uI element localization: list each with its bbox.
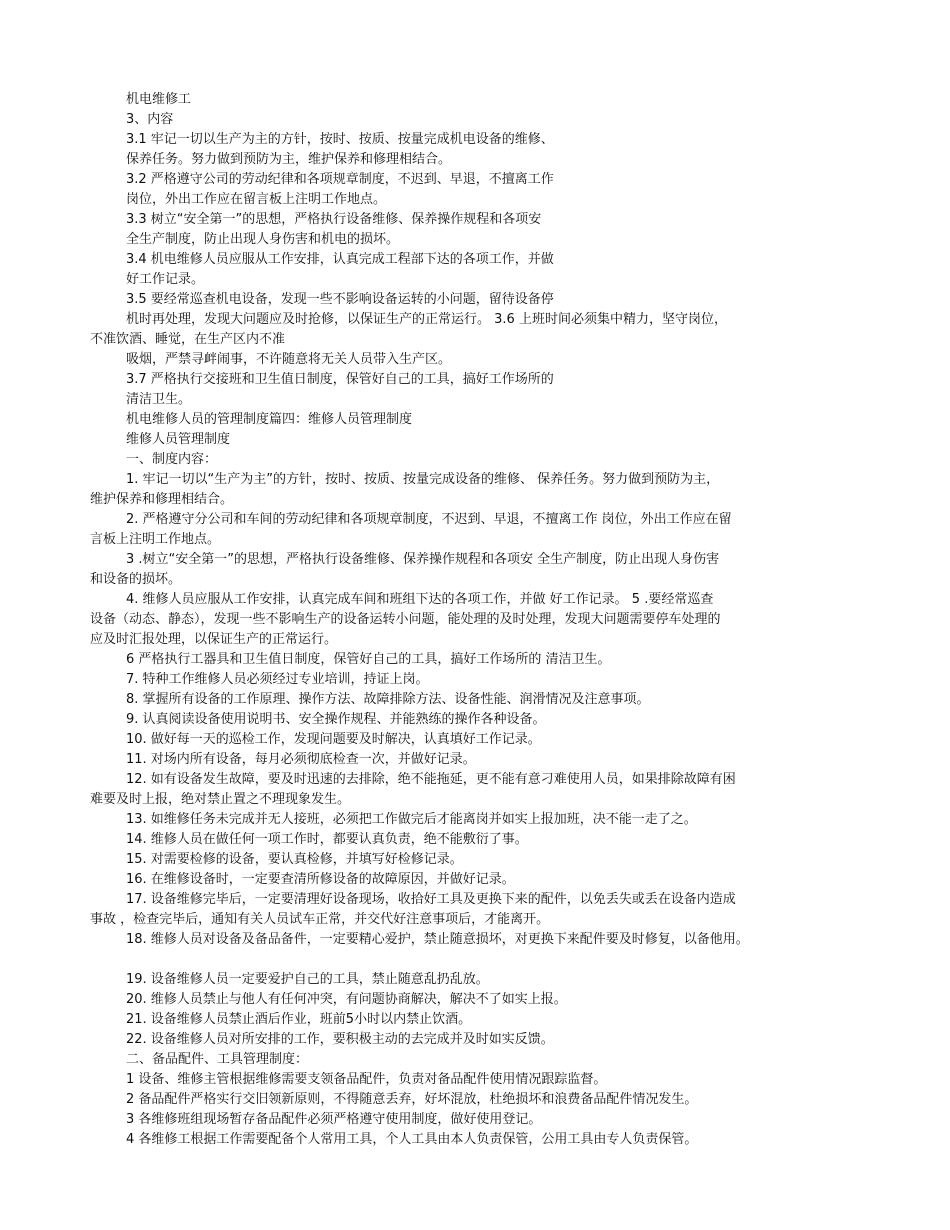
- doc-line: 2 备品配件严格实行交旧领新原则，不得随意丢弃，好坏混放，杜绝损坏和浪费备品配件情况发生。: [126, 1092, 698, 1107]
- doc-line: 4 各维修工根据工作需要配备个人常用工具，个人工具由本人负责保管，公用工具由专人负责保管。: [126, 1132, 698, 1147]
- doc-heading: 机电维修人员的管理制度篇四：维修人员管理制度: [126, 412, 413, 427]
- doc-line: 21. 设备维修人员禁止酒后作业，班前5小时以内禁止饮酒。: [126, 1012, 472, 1027]
- doc-line: 不准饮酒、睡觉，在生产区内不准: [90, 332, 286, 347]
- doc-line: 11. 对场内所有设备，每月必须彻底检查一次，并做好记录。: [126, 752, 476, 767]
- doc-line: 17. 设备维修完毕后，一定要清理好设备现场，收拾好工具及更换下来的配件，以免丢失或丢在设备内造成: [126, 892, 736, 907]
- doc-line: 1 设备、维修主管根据维修需要支领备品配件，负责对备品配件使用情况跟踪监督。: [126, 1072, 607, 1087]
- doc-line: 好工作记录。: [126, 272, 205, 287]
- doc-line: 3.2 严格遵守公司的劳动纪律和各项规章制度，不迟到、早退，不擅离工作: [126, 172, 554, 187]
- doc-line: 岗位，外出工作应在留言板上注明工作地点。: [126, 192, 387, 207]
- doc-line: 清洁卫生。: [126, 392, 192, 407]
- doc-line: 言板上注明工作地点。: [90, 532, 221, 547]
- doc-line: 机电维修工: [126, 92, 192, 107]
- doc-line: 18. 维修人员对设备及备品备件，一定要精心爱护，禁止随意损坏，对更换下来配件要及时修复，以备他用。: [126, 932, 749, 947]
- doc-line: 难要及时上报，绝对禁止置之不理现象发生。: [90, 792, 351, 807]
- doc-line: 事故 ，检查完毕后，通知有关人员试车正常，并交代好注意事项后，才能离开。: [90, 912, 550, 927]
- section-heading: 一、制度内容：: [126, 452, 218, 467]
- doc-line: 6 严格执行工器具和卫生值日制度，保管好自己的工具，搞好工作场所的 清洁卫生。: [126, 652, 611, 667]
- doc-line: 机时再处理，发现大问题应及时抢修，以保证生产的正常运行。 3.6 上班时间必须集中精力，坚守岗位，: [126, 312, 727, 327]
- doc-heading: 维修人员管理制度: [126, 432, 231, 447]
- doc-line: 13. 如维修任务未完成并无人接班，必须把工作做完后才能离岗并如实上报加班，决不能一走了之。: [126, 812, 697, 827]
- doc-line: 1. 牢记一切以“生产为主”的方针，按时、按质、按量完成设备的维修、 保养任务。努力做到预防为主，: [126, 472, 720, 487]
- doc-line: 9. 认真阅读设备使用说明书、安全操作规程、并能熟练的操作各种设备。: [126, 712, 546, 727]
- doc-line: 3.7 严格执行交接班和卫生值日制度，保管好自己的工具，搞好工作场所的: [126, 372, 554, 387]
- doc-line: 全生产制度，防止出现人身伤害和机电的损坏。: [126, 232, 400, 247]
- doc-line: 3 各维修班组现场暂存备品配件必须严格遵守使用制度，做好使用登记。: [126, 1112, 542, 1127]
- doc-line: 7. 特种工作维修人员必须经过专业培训，持证上岗。: [126, 672, 429, 687]
- doc-line: 3.4 机电维修人员应服从工作安排，认真完成工程部下达的各项工作，并做: [126, 252, 554, 267]
- doc-line: 应及时汇报处理，以保证生产的正常运行。: [90, 632, 338, 647]
- doc-line: 设备（动态、静态），发现一些不影响生产的设备运转小问题，能处理的及时处理，发现大问题需要停车处理的: [90, 612, 721, 627]
- doc-line: 8. 掌握所有设备的工作原理、操作方法、故障排除方法、设备性能、润滑情况及注意事项。: [126, 692, 650, 707]
- doc-line: 16. 在维修设备时，一定要查清所修设备的故障原因，并做好记录。: [126, 872, 515, 887]
- doc-line: 19. 设备维修人员一定要爱护自己的工具，禁止随意乱扔乱放。: [126, 972, 489, 987]
- doc-line: 和设备的损坏。: [90, 572, 182, 587]
- doc-line: 20. 维修人员禁止与他人有任何冲突，有问题协商解决，解决不了如实上报。: [126, 992, 567, 1007]
- doc-line: 吸烟，严禁寻衅闹事，不许随意将无关人员带入生产区。: [126, 352, 452, 367]
- doc-line: 22. 设备维修人员对所安排的工作，要积极主动的去完成并及时如实反馈。: [126, 1032, 554, 1047]
- doc-line: 3.1 牢记一切以生产为主的方针，按时、按质、按量完成机电设备的维修、: [126, 132, 554, 147]
- doc-line: 3 .树立“安全第一”的思想，严格执行设备维修、保养操作规程和各项安 全生产制度，防止出现人身伤害: [126, 552, 720, 567]
- doc-line: 3.3 树立“安全第一”的思想，严格执行设备维修、保养操作规程和各项安: [126, 212, 542, 227]
- doc-line: 3、内容: [126, 112, 174, 127]
- doc-line: 3.5 要经常巡查机电设备，发现一些不影响设备运转的小问题，留待设备停: [126, 292, 554, 307]
- doc-line: 15. 对需要检修的设备，要认真检修，并填写好检修记录。: [126, 852, 463, 867]
- doc-line: 2. 严格遵守分公司和车间的劳动纪律和各项规章制度，不迟到、早退，不擅离工作 岗位，外出工作应在留: [126, 512, 732, 527]
- doc-line: 12. 如有设备发生故障，要及时迅速的去排除，绝不能拖延，更不能有意刁难使用人员，如果排除故障有困: [126, 772, 736, 787]
- doc-line: 10. 做好每一天的巡检工作，发现问题要及时解决，认真填好工作记录。: [126, 732, 541, 747]
- section-heading: 二、备品配件、工具管理制度：: [126, 1052, 309, 1067]
- doc-line: 14. 维修人员在做任何一项工作时，都要认真负责，绝不能敷衍了事。: [126, 832, 528, 847]
- doc-line: 维护保养和修理相结合。: [90, 492, 234, 507]
- doc-line: 保养任务。努力做到预防为主，维护保养和修理相结合。: [126, 152, 452, 167]
- doc-line: 4. 维修人员应服从工作安排，认真完成车间和班组下达的各项工作，并做 好工作记录。 5 .要经常巡查: [126, 592, 714, 607]
